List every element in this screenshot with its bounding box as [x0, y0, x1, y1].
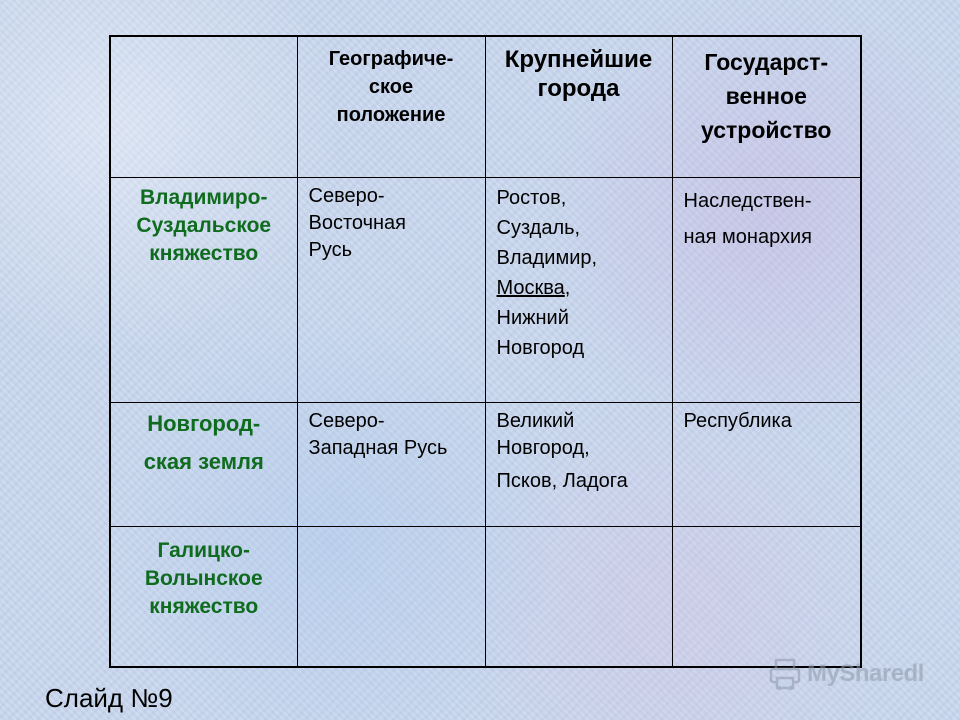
comparison-table [109, 35, 862, 668]
geo-cell [297, 177, 485, 402]
region-novgorod: Новгород- ская земля [143, 410, 264, 474]
region-cell [110, 527, 297, 667]
watermark-text: MySharedl [807, 660, 924, 687]
government-text: Наследствен- ная монархия [683, 189, 812, 248]
header-government: Государст- венное устройство [701, 49, 832, 143]
watermark [767, 656, 924, 692]
region-cell [110, 402, 297, 526]
geo-cell [297, 402, 485, 526]
government-cell [672, 402, 861, 526]
geo-text: Северо- Восточная Русь [308, 184, 406, 261]
geo-text: Северо- Западная Русь [308, 409, 448, 459]
header-geo-cell [297, 36, 485, 177]
table-row [110, 527, 861, 667]
header-corner-cell [110, 36, 297, 177]
empty-geo-cell [297, 527, 485, 667]
header-cities: Крупнейшие города [504, 46, 653, 102]
cities-cell [485, 402, 672, 526]
cities-text: Ростов, Суздаль, Владимир, Москва, Нижний Новгород [486, 178, 672, 363]
header-geo: Географиче- ское положение [328, 48, 454, 126]
printer-icon [767, 656, 803, 692]
table-row [110, 177, 861, 402]
cities-cell [485, 177, 672, 402]
government-cell [672, 177, 861, 402]
header-cities-cell [485, 36, 672, 177]
government-text: Республика [683, 409, 792, 432]
header-government-cell [672, 36, 861, 177]
table-header-row [110, 36, 861, 177]
slide-number-label: Слайд №9 [45, 683, 173, 713]
region-galicia-volhynia: Галицко- Волынское княжество [144, 539, 263, 619]
empty-government-cell [672, 527, 861, 667]
table-row [110, 402, 861, 526]
region-cell [110, 177, 297, 402]
region-vladimir-suzdal: Владимиро- Суздальское княжество [136, 185, 272, 265]
cities-text: Великий Новгород, Псков, Ладога [496, 409, 628, 492]
empty-cities-cell [485, 527, 672, 667]
moscow-line: Москва, [496, 276, 571, 299]
